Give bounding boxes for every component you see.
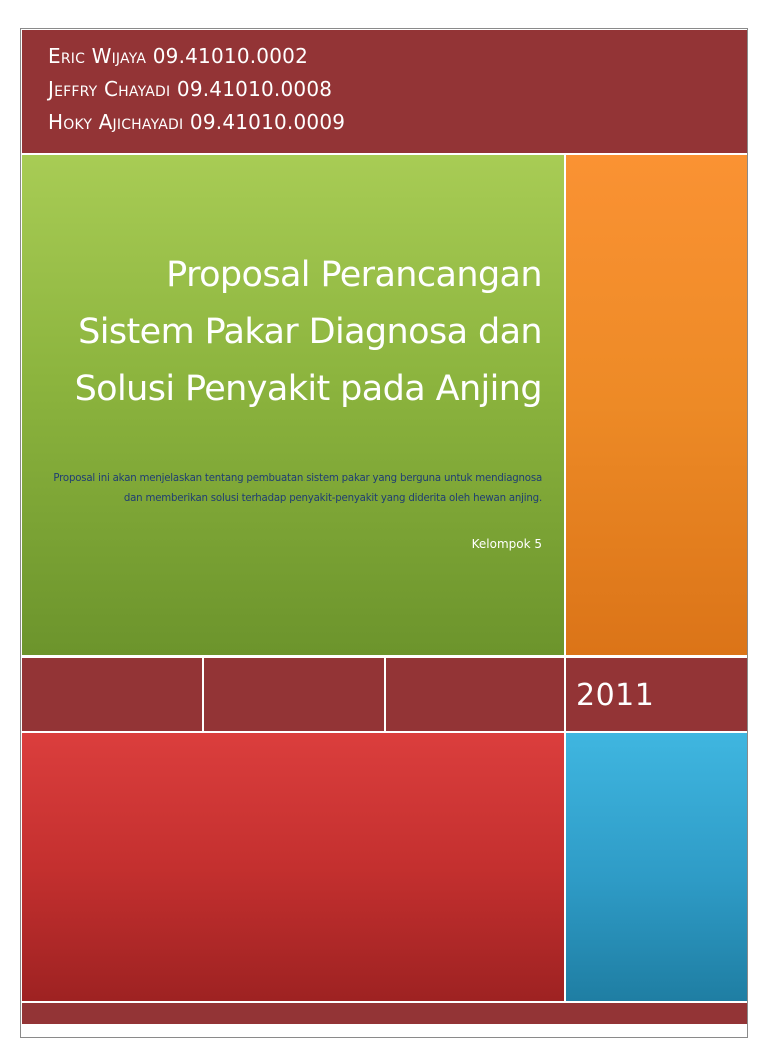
authors-header — [22, 30, 747, 153]
author-id: 09.41010.0002 — [152, 44, 309, 68]
year-cell — [566, 658, 747, 731]
band-cell — [22, 658, 202, 731]
title-block — [22, 155, 564, 655]
red-accent-block — [22, 733, 564, 1001]
author-name: Jeffry Chayadi — [48, 77, 171, 101]
orange-accent-block — [566, 155, 747, 655]
band-cell — [204, 658, 384, 731]
author-name: Hoky Ajichayadi — [48, 110, 184, 134]
footer-band — [22, 1003, 747, 1024]
author-line — [48, 73, 747, 106]
year-label: 2011 — [576, 678, 655, 713]
author-line — [48, 40, 747, 73]
author-id: 09.41010.0009 — [189, 110, 346, 134]
author-id: 09.41010.0008 — [176, 77, 333, 101]
author-line — [48, 106, 747, 139]
blue-accent-block — [566, 733, 747, 1001]
group-label: Kelompok 5 — [471, 537, 542, 551]
band-cell — [386, 658, 564, 731]
document-abstract: Proposal ini akan menjelaskan tentang pembuatan sistem pakar yang berguna untuk mendiagnosa dan memberikan solusi terhadap penyakit-penyakit yang diderita oleh hewan anjing. — [53, 473, 542, 504]
author-name: Eric Wijaya — [48, 44, 147, 68]
document-title: Proposal Perancangan Sistem Pakar Diagnosa dan Solusi Penyakit pada Anjing — [74, 255, 542, 409]
